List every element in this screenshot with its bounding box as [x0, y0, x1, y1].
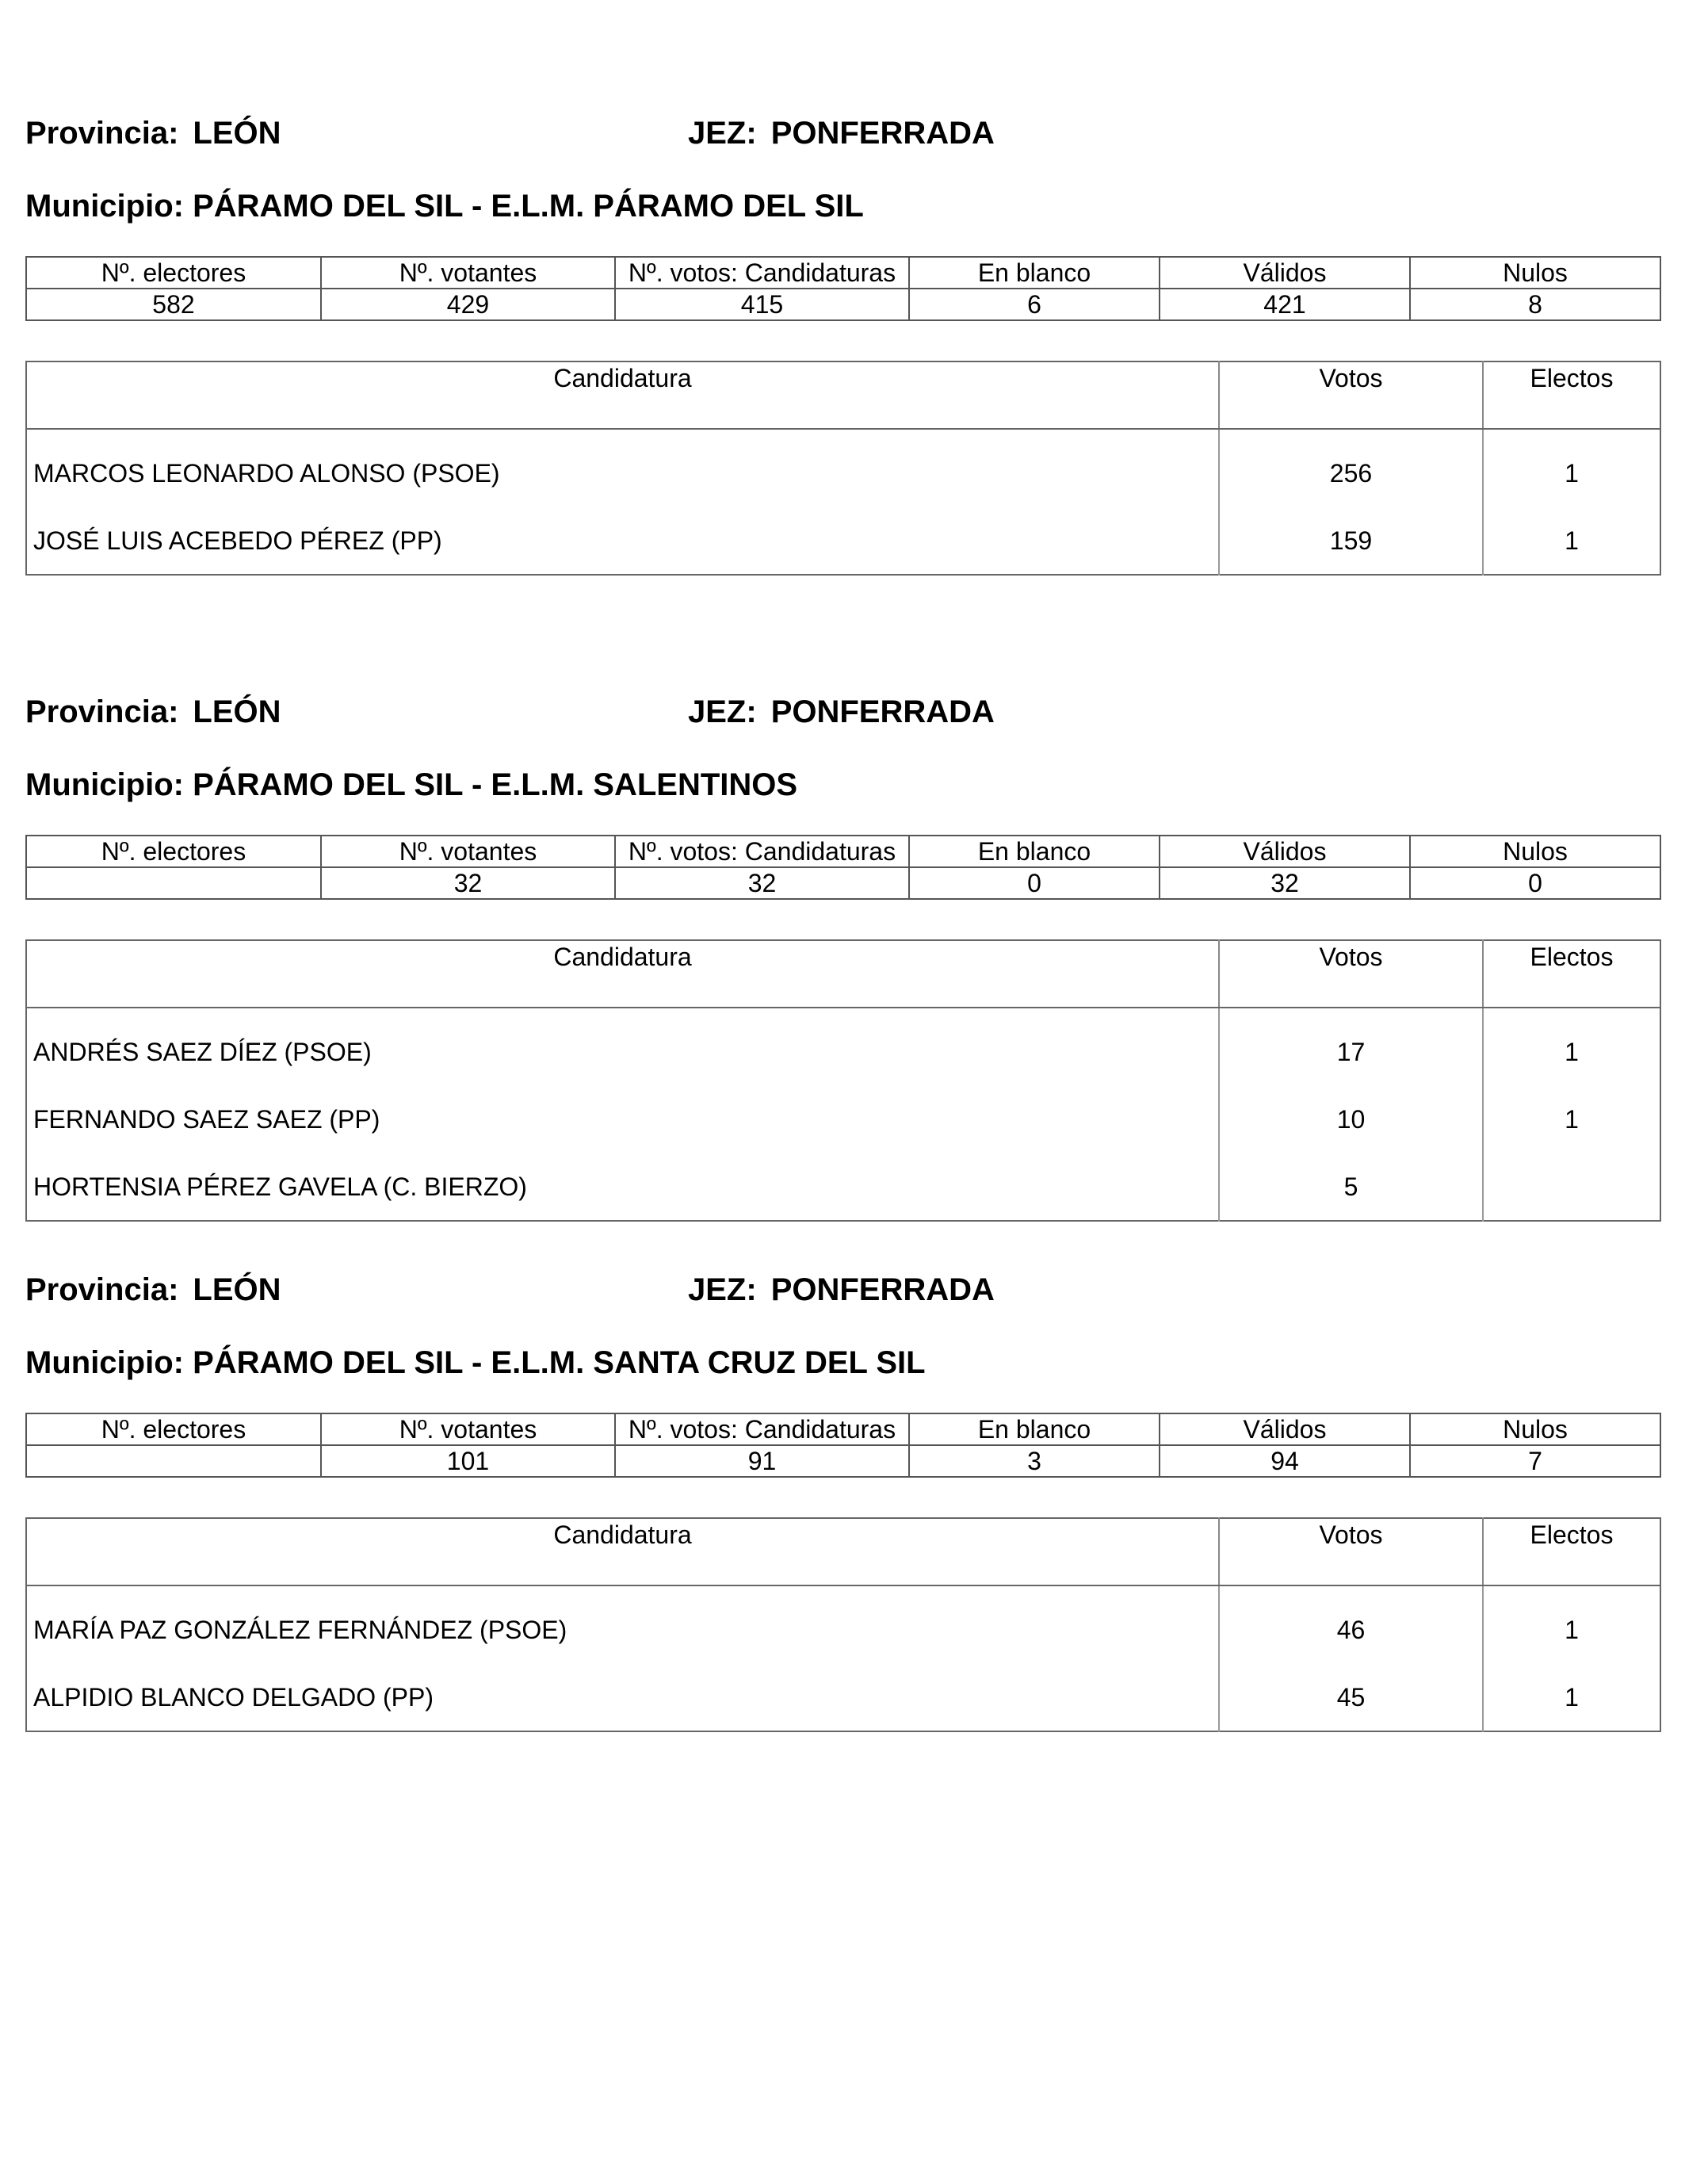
- stats-header-electores: Nº. electores: [26, 257, 321, 289]
- stats-value-row: [26, 1445, 1660, 1477]
- candidatura-header: Candidatura: [26, 940, 1219, 1008]
- stats-header-nulos: Nulos: [1410, 836, 1660, 867]
- provincia-line: [25, 115, 281, 151]
- provincia-line: [25, 1272, 281, 1308]
- stats-header-en-blanco: En blanco: [909, 836, 1160, 867]
- candidate-elected: 1: [1565, 526, 1579, 555]
- candidates-header-row: [26, 361, 1660, 429]
- stats-value-row: [26, 289, 1660, 320]
- provincia-label: Provincia:: [25, 116, 179, 151]
- jez-value: PONFERRADA: [770, 694, 995, 729]
- candidate-votes: 5: [1219, 1153, 1483, 1221]
- stats-table: [25, 256, 1661, 321]
- candidates-table: [25, 1517, 1661, 1732]
- stats-table: [25, 1413, 1661, 1478]
- municipio-value: PÁRAMO DEL SIL - E.L.M. SANTA CRUZ DEL SIL: [193, 1345, 926, 1380]
- candidates-header-row: [26, 1518, 1660, 1585]
- candidates-table: [25, 361, 1661, 576]
- candidatura-header: Candidatura: [26, 361, 1219, 429]
- municipio-value: PÁRAMO DEL SIL - E.L.M. PÁRAMO DEL SIL: [193, 189, 864, 224]
- jez-line: [688, 1272, 995, 1308]
- candidate-votes: 46: [1219, 1585, 1483, 1663]
- stats-header-votantes: Nº. votantes: [321, 836, 615, 867]
- electos-header: Electos: [1483, 1518, 1660, 1585]
- stats-header-votantes: Nº. votantes: [321, 1413, 615, 1445]
- stats-en-blanco: 6: [909, 289, 1160, 320]
- stats-header-row: [26, 836, 1660, 867]
- provincia-line: [25, 694, 281, 730]
- jez-label: JEZ:: [688, 116, 757, 151]
- candidate-name: ANDRÉS SAEZ DÍEZ (PSOE): [26, 1008, 1219, 1085]
- stats-header-votantes: Nº. votantes: [321, 257, 615, 289]
- candidate-elected: 1: [1565, 1037, 1579, 1066]
- votos-header: Votos: [1219, 940, 1483, 1008]
- table-row: [26, 507, 1660, 575]
- candidate-votes: 45: [1219, 1663, 1483, 1731]
- municipio-label: Municipio:: [25, 1345, 184, 1380]
- stats-value-row: [26, 867, 1660, 899]
- jez-value: PONFERRADA: [770, 1272, 995, 1307]
- municipio-line: [25, 1344, 926, 1381]
- municipio-line: [25, 767, 797, 803]
- candidates-table: [25, 939, 1661, 1222]
- candidate-votes: 159: [1219, 507, 1483, 575]
- stats-header-validos: Válidos: [1160, 257, 1410, 289]
- candidate-votes: 10: [1219, 1085, 1483, 1153]
- stats-header-row: [26, 1413, 1660, 1445]
- candidate-name: FERNANDO SAEZ SAEZ (PP): [26, 1085, 1219, 1153]
- stats-header-votos-candidaturas: Nº. votos: Candidaturas: [615, 836, 909, 867]
- stats-votos-candidaturas: 91: [615, 1445, 909, 1477]
- municipio-label: Municipio:: [25, 767, 184, 802]
- table-row: [26, 1663, 1660, 1731]
- stats-validos: 94: [1160, 1445, 1410, 1477]
- candidate-elected: [1483, 1153, 1660, 1221]
- stats-table: [25, 835, 1661, 900]
- stats-header-validos: Válidos: [1160, 836, 1410, 867]
- stats-en-blanco: 0: [909, 867, 1160, 899]
- provincia-label: Provincia:: [25, 694, 179, 729]
- stats-votos-candidaturas: 32: [615, 867, 909, 899]
- votos-header: Votos: [1219, 1518, 1483, 1585]
- stats-electores: [26, 867, 321, 899]
- candidate-elected: 1: [1565, 1615, 1579, 1644]
- municipio-line: [25, 188, 864, 224]
- stats-electores: 582: [26, 289, 321, 320]
- jez-label: JEZ:: [688, 1272, 757, 1307]
- stats-electores: [26, 1445, 321, 1477]
- jez-label: JEZ:: [688, 694, 757, 729]
- jez-line: [688, 694, 995, 730]
- municipio-label: Municipio:: [25, 189, 184, 224]
- candidate-elected: 1: [1565, 1682, 1579, 1712]
- candidate-votes: 17: [1219, 1008, 1483, 1085]
- stats-nulos: 8: [1410, 289, 1660, 320]
- votos-header: Votos: [1219, 361, 1483, 429]
- candidate-elected: 1: [1565, 458, 1579, 488]
- table-row: [26, 1008, 1660, 1085]
- stats-header-electores: Nº. electores: [26, 836, 321, 867]
- provincia-value: LEÓN: [193, 116, 281, 151]
- stats-header-electores: Nº. electores: [26, 1413, 321, 1445]
- candidate-name: ALPIDIO BLANCO DELGADO (PP): [26, 1663, 1219, 1731]
- electos-header: Electos: [1483, 940, 1660, 1008]
- stats-votos-candidaturas: 415: [615, 289, 909, 320]
- provincia-value: LEÓN: [193, 1272, 281, 1307]
- candidate-name: MARÍA PAZ GONZÁLEZ FERNÁNDEZ (PSOE): [26, 1585, 1219, 1663]
- candidate-name: JOSÉ LUIS ACEBEDO PÉREZ (PP): [26, 507, 1219, 575]
- electos-header: Electos: [1483, 361, 1660, 429]
- stats-validos: 421: [1160, 289, 1410, 320]
- stats-votantes: 429: [321, 289, 615, 320]
- candidate-elected: 1: [1565, 1104, 1579, 1134]
- candidate-name: HORTENSIA PÉREZ GAVELA (C. BIERZO): [26, 1153, 1219, 1221]
- provincia-label: Provincia:: [25, 1272, 179, 1307]
- table-row: [26, 1085, 1660, 1153]
- candidates-header-row: [26, 940, 1660, 1008]
- table-row: [26, 1153, 1660, 1221]
- stats-header-row: [26, 257, 1660, 289]
- municipio-value: PÁRAMO DEL SIL - E.L.M. SALENTINOS: [193, 767, 798, 802]
- candidatura-header: Candidatura: [26, 1518, 1219, 1585]
- stats-header-validos: Válidos: [1160, 1413, 1410, 1445]
- stats-header-votos-candidaturas: Nº. votos: Candidaturas: [615, 1413, 909, 1445]
- stats-header-en-blanco: En blanco: [909, 1413, 1160, 1445]
- jez-value: PONFERRADA: [770, 116, 995, 151]
- jez-line: [688, 115, 995, 151]
- stats-nulos: 7: [1410, 1445, 1660, 1477]
- table-row: [26, 1585, 1660, 1663]
- candidate-name: MARCOS LEONARDO ALONSO (PSOE): [26, 429, 1219, 507]
- stats-nulos: 0: [1410, 867, 1660, 899]
- candidate-votes: 256: [1219, 429, 1483, 507]
- stats-header-votos-candidaturas: Nº. votos: Candidaturas: [615, 257, 909, 289]
- stats-en-blanco: 3: [909, 1445, 1160, 1477]
- stats-header-en-blanco: En blanco: [909, 257, 1160, 289]
- provincia-value: LEÓN: [193, 694, 281, 729]
- stats-votantes: 32: [321, 867, 615, 899]
- stats-validos: 32: [1160, 867, 1410, 899]
- stats-votantes: 101: [321, 1445, 615, 1477]
- stats-header-nulos: Nulos: [1410, 257, 1660, 289]
- stats-header-nulos: Nulos: [1410, 1413, 1660, 1445]
- table-row: [26, 429, 1660, 507]
